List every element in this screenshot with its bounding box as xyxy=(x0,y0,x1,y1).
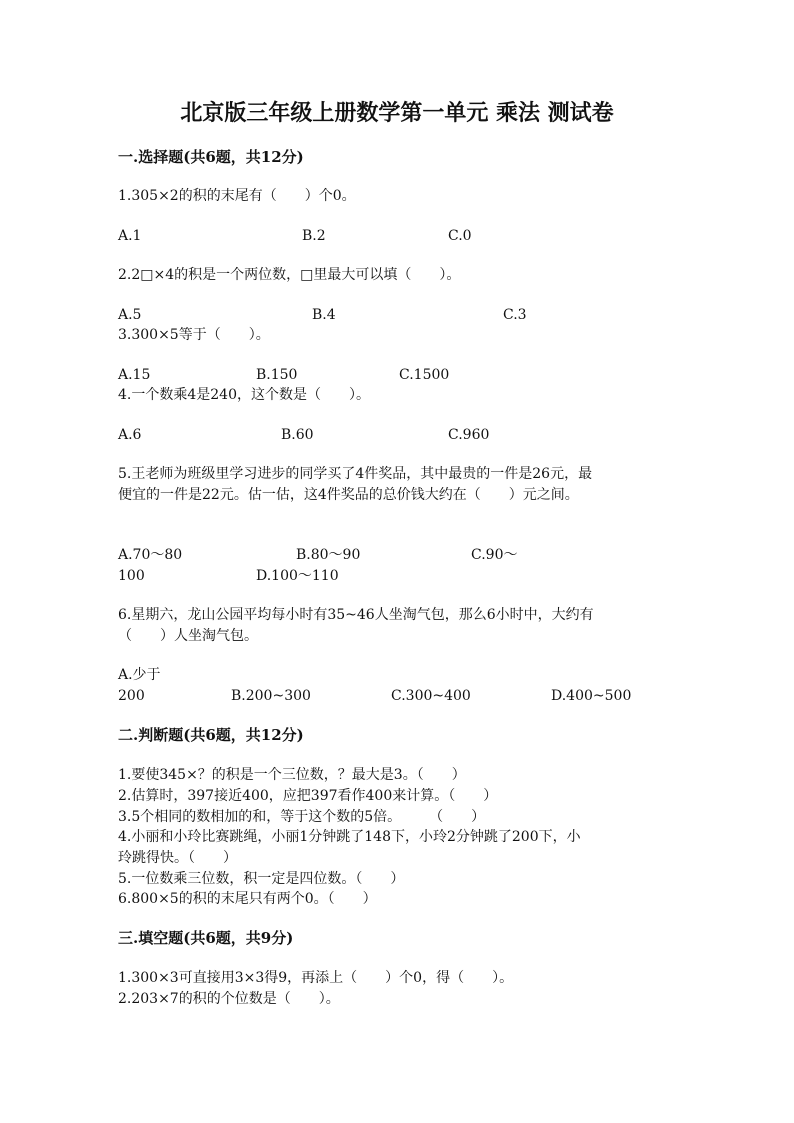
judge-question-5: 5.一位数乘三位数，积一定是四位数。（ ） xyxy=(118,871,405,887)
question-6-option-b: B.200~300 xyxy=(231,688,311,704)
question-4-option-a: A.6 xyxy=(118,427,142,443)
fill-question-1: 1.300×3可直接用3×3得9，再添上（ ）个0，得（ ）。 xyxy=(118,970,514,986)
question-5-option-a: A.70～80 xyxy=(118,547,183,563)
question-1-option-b: B.2 xyxy=(302,228,326,244)
question-4-stem: 4.一个数乘4是240，这个数是（ ）。 xyxy=(118,387,370,403)
section-heading-judge: 二.判断题(共6题，共12分) xyxy=(118,726,304,744)
fill-question-2: 2.203×7的积的个位数是（ ）。 xyxy=(118,991,340,1007)
section-heading-fill: 三.填空题(共6题，共9分) xyxy=(118,929,294,947)
judge-question-4-line-2: 玲跳得快。（ ） xyxy=(118,850,237,866)
question-2-option-b: B.4 xyxy=(312,307,336,323)
question-5-option-c: C.90～ xyxy=(471,547,518,563)
question-6-option-a-continued: 200 xyxy=(118,688,145,704)
judge-question-1: 1.要使345×？的积是一个三位数，？最大是3。（ ） xyxy=(118,767,466,783)
judge-question-2: 2.估算时，397接近400，应把397看作400来计算。（ ） xyxy=(118,788,498,804)
question-6-option-a: A.少于 xyxy=(118,667,161,683)
judge-question-4-line-1: 4.小丽和小玲比赛跳绳，小丽1分钟跳了148下，小玲2分钟跳了200下，小 xyxy=(118,829,581,845)
question-6-stem-line-2: （ ）人坐淘气包。 xyxy=(118,628,258,644)
question-5-option-d: D.100～110 xyxy=(256,568,339,584)
page-title: 北京版三年级上册数学第一单元 乘法 测试卷 xyxy=(180,100,614,126)
question-3-stem: 3.300×5等于（ ）。 xyxy=(118,327,270,343)
question-3-option-a: A.15 xyxy=(118,367,151,383)
question-4-option-b: B.60 xyxy=(281,427,314,443)
judge-question-3: 3.5个相同的数相加的和，等于这个数的5倍。 （ ） xyxy=(118,809,486,825)
question-2-option-a: A.5 xyxy=(118,307,142,323)
question-3-option-c: C.1500 xyxy=(399,367,450,383)
question-2-option-c: C.3 xyxy=(503,307,527,323)
question-6-option-d: D.400~500 xyxy=(551,688,632,704)
question-6-option-c: C.300~400 xyxy=(391,688,471,704)
question-1-option-a: A.1 xyxy=(118,228,142,244)
question-5-option-b: B.80～90 xyxy=(296,547,361,563)
section-heading-choice: 一.选择题(共6题，共12分) xyxy=(118,148,304,166)
question-4-option-c: C.960 xyxy=(448,427,490,443)
question-5-option-c-continued: 100 xyxy=(118,568,145,584)
question-1-stem: 1.305×2的积的末尾有（ ）个0。 xyxy=(118,188,356,204)
question-3-option-b: B.150 xyxy=(256,367,298,383)
question-5-stem-line-2: 便宜的一件是22元。估一估，这4件奖品的总价钱大约在（ ）元之间。 xyxy=(118,487,579,503)
question-1-option-c: C.0 xyxy=(448,228,472,244)
question-6-stem-line-1: 6.星期六，龙山公园平均每小时有35~46人坐淘气包，那么6小时中，大约有 xyxy=(118,607,594,623)
question-5-stem-line-1: 5.王老师为班级里学习进步的同学买了4件奖品，其中最贵的一件是26元，最 xyxy=(118,466,593,482)
question-2-stem: 2.2□×4的积是一个两位数，□里最大可以填（ ）。 xyxy=(118,267,461,283)
judge-question-6: 6.800×5的积的末尾只有两个0。（ ） xyxy=(118,891,377,907)
